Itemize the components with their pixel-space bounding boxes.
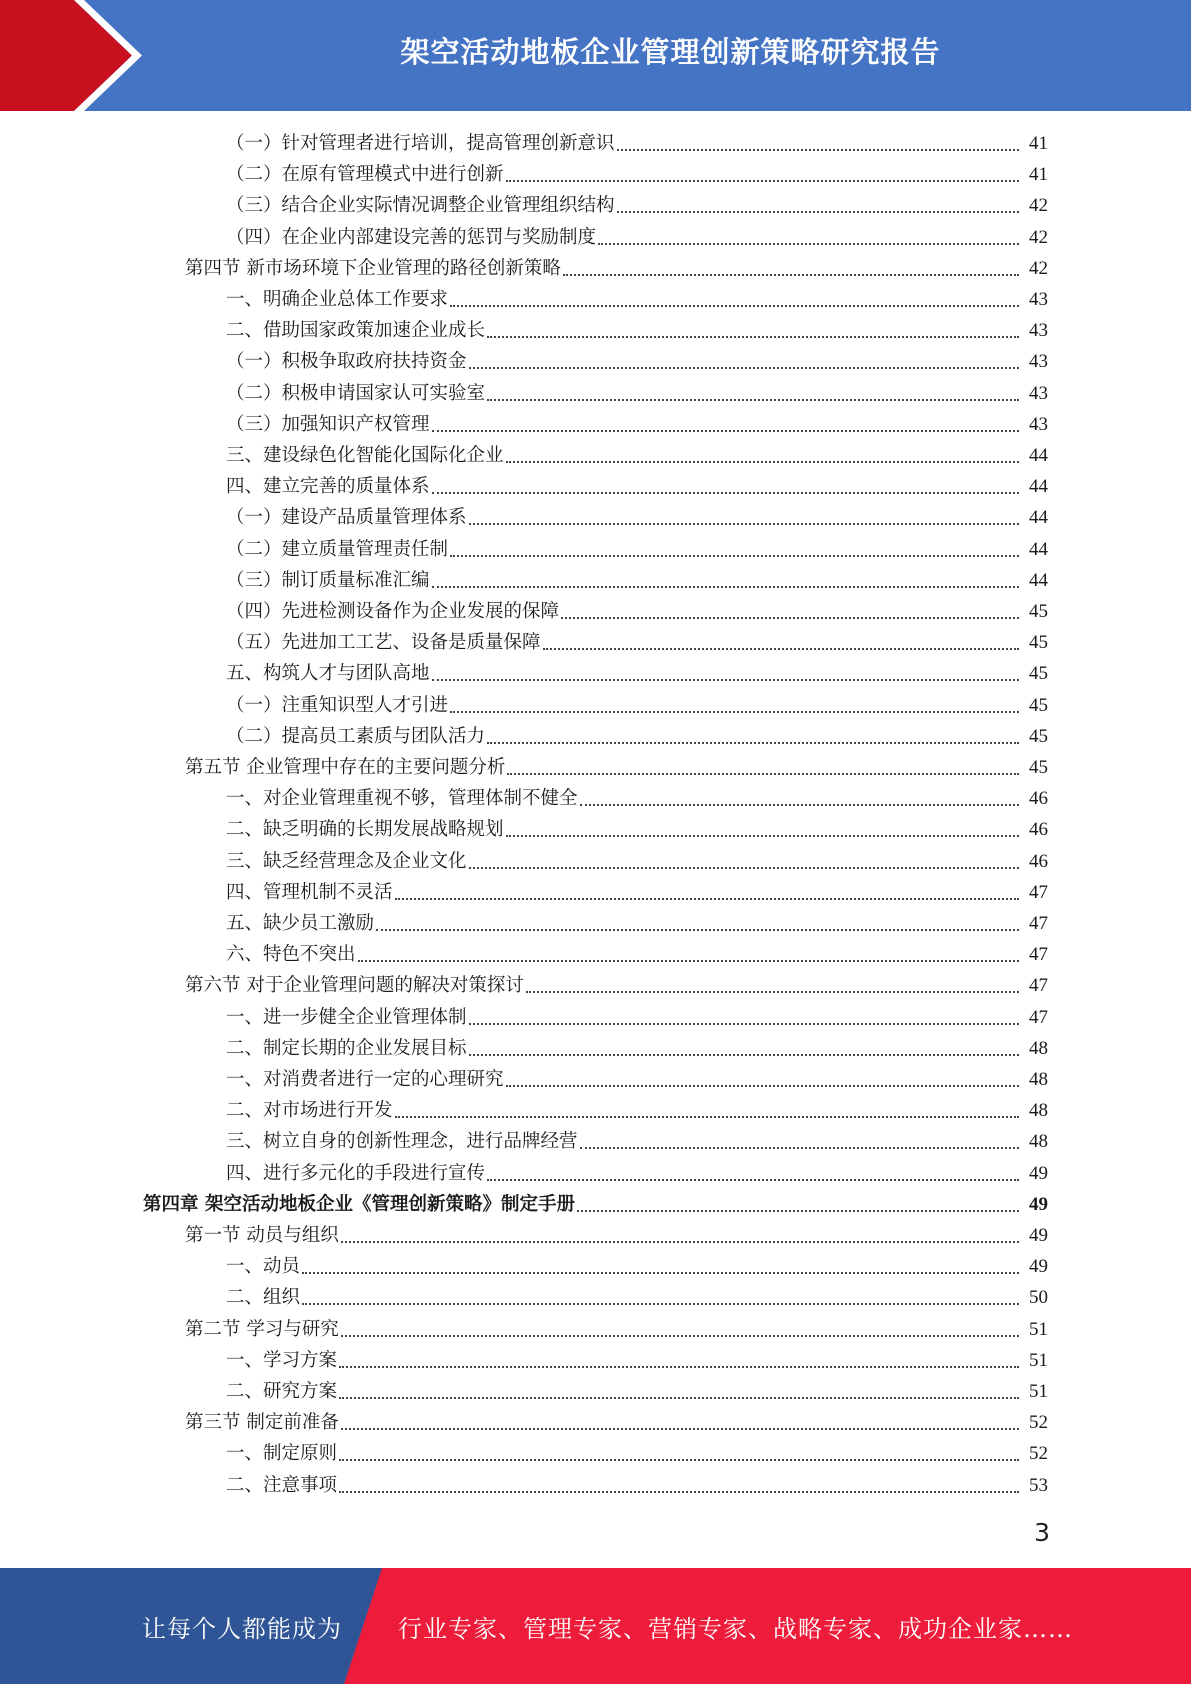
toc-subsection-entry[interactable] bbox=[0, 1343, 1191, 1374]
toc-leader-dots bbox=[302, 1272, 1019, 1274]
toc-section-entry[interactable] bbox=[0, 750, 1191, 781]
toc-subsection-entry[interactable] bbox=[0, 688, 1191, 719]
toc-leader-dots bbox=[469, 867, 1019, 869]
toc-entry-label: 第二节 学习与研究 bbox=[185, 1318, 339, 1340]
toc-entry-label: 二、缺乏明确的长期发展战略规划 bbox=[226, 819, 504, 841]
toc-entry-label: 四、进行多元化的手段进行宣传 bbox=[226, 1162, 486, 1184]
toc-leader-dots bbox=[469, 367, 1019, 369]
toc-entry-label: 第四节 新市场环境下企业管理的路径创新策略 bbox=[185, 257, 561, 279]
toc-entry-page: 48 bbox=[1029, 1131, 1048, 1153]
toc-entry-label: 二、组织 bbox=[226, 1287, 301, 1309]
toc-entry-page: 43 bbox=[1029, 351, 1048, 373]
toc-subsection-entry[interactable] bbox=[0, 313, 1191, 344]
toc-subsection-entry[interactable] bbox=[0, 532, 1191, 563]
toc-entry-page: 49 bbox=[1029, 1225, 1048, 1246]
toc-entry-page: 46 bbox=[1029, 850, 1048, 872]
toc-entry-page: 43 bbox=[1029, 382, 1048, 404]
toc-leader-dots bbox=[339, 1491, 1019, 1493]
toc-entry-label: 五、构筑人才与团队高地 bbox=[226, 663, 430, 685]
toc-subsection-entry[interactable] bbox=[0, 1468, 1191, 1499]
page-number: 3 bbox=[1034, 1518, 1050, 1547]
toc-entry-page: 45 bbox=[1029, 632, 1048, 654]
toc-subsection-entry[interactable] bbox=[0, 625, 1191, 656]
toc-leader-dots bbox=[561, 617, 1019, 619]
toc-subsection-entry[interactable] bbox=[0, 1249, 1191, 1280]
toc-subsection-entry[interactable] bbox=[0, 1124, 1191, 1155]
toc-entry-label: 三、建设绿色化智能化国际化企业 bbox=[226, 445, 504, 466]
toc-subsection-entry[interactable] bbox=[0, 844, 1191, 875]
toc-leader-dots bbox=[450, 555, 1019, 557]
toc-section-entry[interactable] bbox=[0, 968, 1191, 999]
toc-entry-label: 第六节 对于企业管理问题的解决对策探讨 bbox=[185, 975, 524, 997]
toc-entry-page: 51 bbox=[1029, 1318, 1048, 1340]
toc-leader-dots bbox=[469, 523, 1019, 525]
toc-subsection-entry[interactable] bbox=[0, 407, 1191, 438]
toc-entry-label: （四）先进检测设备作为企业发展的保障 bbox=[226, 601, 560, 622]
toc-leader-dots bbox=[376, 929, 1019, 931]
toc-leader-dots bbox=[341, 1241, 1019, 1243]
toc-subsection-entry[interactable] bbox=[0, 1374, 1191, 1405]
toc-leader-dots bbox=[450, 305, 1019, 307]
toc-entry-label: 一、明确企业总体工作要求 bbox=[226, 289, 449, 310]
toc-entry-page: 45 bbox=[1029, 663, 1048, 685]
toc-entry-page: 42 bbox=[1029, 257, 1048, 279]
report-title: 架空活动地板企业管理创新策略研究报告 bbox=[400, 34, 941, 69]
toc-leader-dots bbox=[358, 960, 1019, 962]
toc-subsection-entry[interactable] bbox=[0, 1031, 1191, 1062]
toc-entry-page: 43 bbox=[1029, 413, 1048, 435]
toc-entry-page: 51 bbox=[1029, 1349, 1048, 1371]
toc-entry-page: 43 bbox=[1029, 320, 1048, 342]
toc-entry-page: 49 bbox=[1029, 1193, 1048, 1215]
toc-entry-label: 一、学习方案 bbox=[226, 1349, 338, 1371]
toc-entry-label: （三）制订质量标准汇编 bbox=[226, 569, 430, 591]
toc-entry-label: （一）针对管理者进行培训，提高管理创新意识 bbox=[226, 133, 615, 154]
toc-subsection-entry[interactable] bbox=[0, 157, 1191, 188]
toc-entry-page: 46 bbox=[1029, 819, 1048, 841]
footer-slogan-right: 行业专家、管理专家、营销专家、战略专家、成功企业家…… bbox=[398, 1614, 1073, 1643]
toc-entry-label: 二、制定长期的企业发展目标 bbox=[226, 1037, 467, 1059]
toc-leader-dots bbox=[506, 835, 1019, 837]
toc-section-entry[interactable] bbox=[0, 251, 1191, 282]
toc-subsection-entry[interactable] bbox=[0, 563, 1191, 594]
toc-entry-page: 44 bbox=[1029, 538, 1048, 560]
toc-entry-label: 二、注意事项 bbox=[226, 1474, 338, 1496]
toc-entry-page: 45 bbox=[1029, 725, 1048, 747]
toc-leader-dots bbox=[506, 461, 1019, 463]
toc-entry-label: （二）提高员工素质与团队活力 bbox=[226, 725, 486, 747]
toc-entry-page: 48 bbox=[1029, 1069, 1048, 1090]
toc-leader-dots bbox=[580, 804, 1019, 806]
toc-entry-page: 44 bbox=[1029, 569, 1048, 591]
toc-leader-dots bbox=[339, 1459, 1019, 1461]
toc-entry-page: 53 bbox=[1029, 1474, 1048, 1496]
toc-subsection-entry[interactable] bbox=[0, 594, 1191, 625]
toc-entry-page: 47 bbox=[1029, 1006, 1048, 1028]
toc-entry-label: 第五节 企业管理中存在的主要问题分析 bbox=[185, 757, 506, 778]
toc-leader-dots bbox=[341, 1335, 1019, 1337]
toc-subsection-entry[interactable] bbox=[0, 500, 1191, 531]
toc-leader-dots bbox=[617, 211, 1019, 213]
toc-leader-dots bbox=[506, 1085, 1019, 1087]
toc-subsection-entry[interactable] bbox=[0, 937, 1191, 968]
toc-entry-label: 四、建立完善的质量体系 bbox=[226, 476, 430, 498]
toc-subsection-entry[interactable] bbox=[0, 376, 1191, 407]
toc-entry-page: 42 bbox=[1029, 226, 1048, 248]
toc-subsection-entry[interactable] bbox=[0, 126, 1191, 157]
toc-entry-page: 47 bbox=[1029, 944, 1048, 966]
toc-leader-dots bbox=[395, 1116, 1019, 1118]
page-footer bbox=[0, 1568, 1191, 1684]
toc-leader-dots bbox=[432, 586, 1019, 588]
toc-section-entry[interactable] bbox=[0, 1312, 1191, 1343]
toc-leader-dots bbox=[487, 742, 1019, 744]
toc-entry-label: 六、特色不突出 bbox=[226, 944, 356, 966]
toc-leader-dots bbox=[617, 149, 1019, 151]
toc-entry-page: 44 bbox=[1029, 476, 1048, 498]
toc-entry-page: 44 bbox=[1029, 507, 1048, 529]
toc-leader-dots bbox=[598, 243, 1019, 245]
toc-entry-page: 50 bbox=[1029, 1287, 1048, 1309]
toc-subsection-entry[interactable] bbox=[0, 656, 1191, 687]
toc-entry-label: 二、对市场进行开发 bbox=[226, 1100, 393, 1122]
toc-entry-page: 52 bbox=[1029, 1412, 1048, 1434]
toc-subsection-entry[interactable] bbox=[0, 1436, 1191, 1467]
toc-subsection-entry[interactable] bbox=[0, 1000, 1191, 1031]
toc-leader-dots bbox=[487, 336, 1019, 338]
toc-entry-page: 45 bbox=[1029, 694, 1048, 716]
toc-entry-label: （三）结合企业实际情况调整企业管理组织结构 bbox=[226, 195, 615, 217]
toc-subsection-entry[interactable] bbox=[0, 1280, 1191, 1311]
toc-leader-dots bbox=[526, 991, 1019, 993]
toc-leader-dots bbox=[432, 430, 1019, 432]
toc-entry-label: 第三节 制定前准备 bbox=[185, 1412, 339, 1434]
toc-leader-dots bbox=[341, 1428, 1019, 1430]
toc-entry-label: （一）积极争取政府扶持资金 bbox=[226, 351, 467, 373]
toc-subsection-entry[interactable] bbox=[0, 875, 1191, 906]
toc-leader-dots bbox=[506, 180, 1019, 182]
toc-entry-label: 三、树立自身的创新性理念，进行品牌经营 bbox=[226, 1131, 578, 1153]
toc-section-entry[interactable] bbox=[0, 1405, 1191, 1436]
toc-leader-dots bbox=[432, 492, 1019, 494]
toc-entry-page: 49 bbox=[1029, 1256, 1048, 1278]
toc-subsection-entry[interactable] bbox=[0, 719, 1191, 750]
toc-entry-page: 46 bbox=[1029, 788, 1048, 810]
toc-leader-dots bbox=[469, 1023, 1019, 1025]
toc-entry-page: 45 bbox=[1029, 757, 1048, 778]
toc-chapter-entry[interactable] bbox=[0, 1187, 1191, 1218]
toc-entry-page: 49 bbox=[1029, 1162, 1048, 1184]
toc-entry-page: 47 bbox=[1029, 975, 1048, 997]
toc-subsection-entry[interactable] bbox=[0, 438, 1191, 469]
toc-entry-label: 四、管理机制不灵活 bbox=[226, 881, 393, 903]
toc-leader-dots bbox=[563, 274, 1019, 276]
toc-entry-label: 三、缺乏经营理念及企业文化 bbox=[226, 850, 467, 872]
toc-subsection-entry[interactable] bbox=[0, 781, 1191, 812]
toc-entry-label: 一、制定原则 bbox=[226, 1443, 338, 1465]
page-header bbox=[0, 0, 1191, 111]
toc-entry-page: 47 bbox=[1029, 913, 1048, 934]
toc-entry-label: 二、研究方案 bbox=[226, 1381, 338, 1402]
toc-entry-label: 第一节 动员与组织 bbox=[185, 1225, 339, 1246]
toc-entry-page: 48 bbox=[1029, 1100, 1048, 1122]
toc-section-entry[interactable] bbox=[0, 1218, 1191, 1249]
toc-subsection-entry[interactable] bbox=[0, 220, 1191, 251]
toc-leader-dots bbox=[487, 399, 1019, 401]
toc-entry-label: 一、进一步健全企业管理体制 bbox=[226, 1006, 467, 1028]
toc-leader-dots bbox=[469, 1054, 1019, 1056]
toc-entry-label: （二）在原有管理模式中进行创新 bbox=[226, 164, 504, 186]
toc-entry-page: 43 bbox=[1029, 289, 1048, 310]
toc-leader-dots bbox=[432, 679, 1019, 681]
toc-entry-label: 一、对企业管理重视不够，管理体制不健全 bbox=[226, 788, 578, 810]
toc-entry-page: 47 bbox=[1029, 881, 1048, 903]
toc-leader-dots bbox=[577, 1210, 1019, 1212]
toc-subsection-entry[interactable] bbox=[0, 282, 1191, 313]
toc-entry-page: 42 bbox=[1029, 195, 1048, 217]
toc-subsection-entry[interactable] bbox=[0, 906, 1191, 937]
toc-entry-label: （二）积极申请国家认可实验室 bbox=[226, 382, 486, 404]
toc-subsection-entry[interactable] bbox=[0, 469, 1191, 500]
toc-subsection-entry[interactable] bbox=[0, 1093, 1191, 1124]
toc-entry-label: （四）在企业内部建设完善的惩罚与奖励制度 bbox=[226, 226, 597, 248]
toc-entry-label: 五、缺少员工激励 bbox=[226, 913, 375, 934]
toc-entry-page: 44 bbox=[1029, 445, 1048, 466]
toc-entry-label: 一、对消费者进行一定的心理研究 bbox=[226, 1069, 504, 1090]
toc-entry-label: 一、动员 bbox=[226, 1256, 301, 1278]
toc-leader-dots bbox=[302, 1303, 1019, 1305]
toc-subsection-entry[interactable] bbox=[0, 188, 1191, 219]
toc-leader-dots bbox=[339, 1397, 1019, 1399]
toc-entry-label: （三）加强知识产权管理 bbox=[226, 413, 430, 435]
toc-entry-label: （五）先进加工工艺、设备是质量保障 bbox=[226, 632, 541, 654]
toc-entry-label: （一）建设产品质量管理体系 bbox=[226, 507, 467, 529]
toc-leader-dots bbox=[507, 773, 1019, 775]
toc-entry-label: （二）建立质量管理责任制 bbox=[226, 538, 449, 560]
toc-entry-page: 48 bbox=[1029, 1037, 1048, 1059]
toc-leader-dots bbox=[339, 1366, 1019, 1368]
toc-subsection-entry[interactable] bbox=[0, 1156, 1191, 1187]
toc-entry-page: 45 bbox=[1029, 601, 1048, 622]
header-arrow-icon bbox=[0, 0, 160, 111]
toc-subsection-entry[interactable] bbox=[0, 812, 1191, 843]
toc-entry-page: 41 bbox=[1029, 164, 1048, 186]
toc-entry-label: （一）注重知识型人才引进 bbox=[226, 694, 449, 716]
toc-entry-page: 52 bbox=[1029, 1443, 1048, 1465]
footer-slogan-left: 让每个人都能成为 bbox=[142, 1614, 342, 1643]
toc-subsection-entry[interactable] bbox=[0, 1062, 1191, 1093]
toc-entry-page: 41 bbox=[1029, 133, 1048, 154]
toc-entry-label: 二、借助国家政策加速企业成长 bbox=[226, 320, 486, 342]
toc-leader-dots bbox=[580, 1147, 1019, 1149]
toc-leader-dots bbox=[543, 648, 1019, 650]
toc-entry-page: 51 bbox=[1029, 1381, 1048, 1402]
toc-leader-dots bbox=[450, 711, 1019, 713]
toc-leader-dots bbox=[395, 898, 1019, 900]
toc-leader-dots bbox=[487, 1179, 1019, 1181]
toc-entry-label: 第四章 架空活动地板企业《管理创新策略》制定手册 bbox=[143, 1193, 575, 1215]
toc-subsection-entry[interactable] bbox=[0, 344, 1191, 375]
